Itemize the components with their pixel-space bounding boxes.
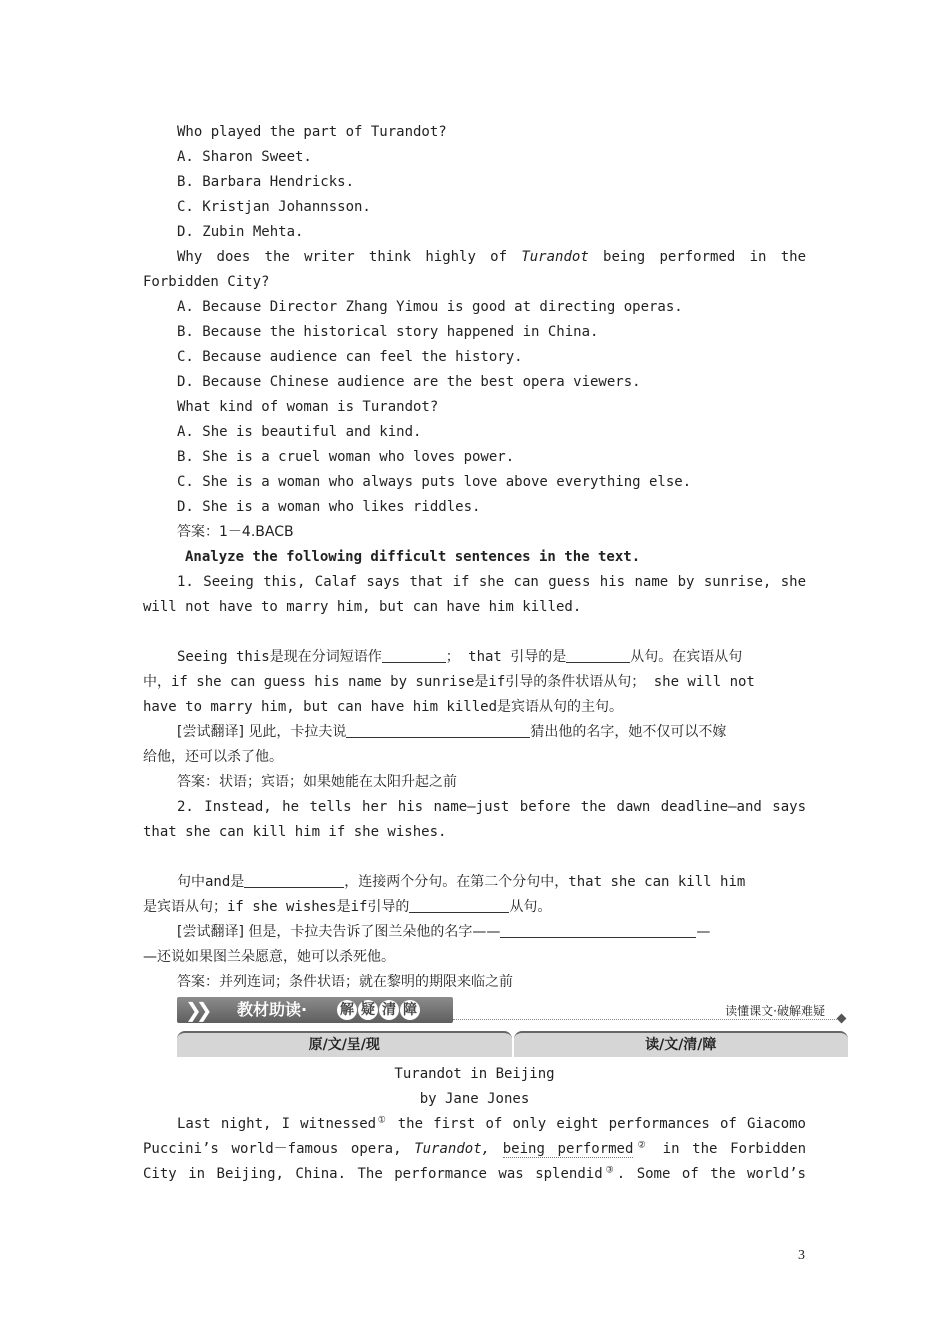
page-content <box>143 120 825 1187</box>
answer-blank[interactable] <box>566 646 630 663</box>
sentence-2-explanation-2 <box>143 895 806 920</box>
banner-char: 解 <box>337 1000 357 1020</box>
sentence-1-explanation-3: have to marry him, but can have him killed是宾语从句的主句。 <box>143 699 624 715</box>
question-1-option-d: D. Zubin Mehta. <box>177 224 304 240</box>
article-line-2 <box>143 1137 806 1162</box>
banner-subtitle <box>337 1000 421 1020</box>
sentence-2-translation-2: —还说如果图兰朵愿意，她可以杀死他。 <box>143 949 395 965</box>
double-chevron-icon: ❯❯ <box>185 998 207 1022</box>
footnote-1: ① <box>376 1115 388 1126</box>
question-2-option-a: A. Because Director Zhang Yimou is good at directing operas. <box>177 299 683 315</box>
s2-trans-a: [尝试翻译] 但是，卡拉夫告诉了图兰朵他的名字—— <box>177 924 501 940</box>
tab-original-text[interactable]: 原/文/呈/现 <box>177 1031 512 1057</box>
s1-exp1-c: 从句。在宾语从句 <box>630 649 743 665</box>
questions-answer: 答案：1－4.BACB <box>177 524 294 540</box>
s2-trans-b: — <box>696 924 711 940</box>
q2-stem-suffix: being performed in the <box>603 249 806 265</box>
s2-exp2-b: 从句。 <box>509 899 552 915</box>
sentence-2-answer: 答案：并列连词；条件状语；就在黎明的期限来临之前 <box>177 974 513 990</box>
question-3-option-c: C. She is a woman who always puts love above everything else. <box>177 474 692 490</box>
banner-dotted-rule <box>453 1019 837 1020</box>
question-2-option-b: B. Because the historical story happened in China. <box>177 324 599 340</box>
question-1-stem: Who played the part of Turandot? <box>177 124 447 140</box>
q2-stem-prefix: Why does the writer think highly of <box>177 249 508 265</box>
question-2-stem-line2: Forbidden City? <box>143 274 270 290</box>
question-1-option-c: C. Kristjan Johannsson. <box>177 199 371 215</box>
article-line-1 <box>143 1112 806 1137</box>
column-tabs <box>177 1031 848 1057</box>
answer-blank[interactable] <box>500 921 696 938</box>
s1-trans-b: 猜出他的名字，她不仅可以不嫁 <box>530 724 727 740</box>
spacer <box>143 845 806 870</box>
sentence-1-explanation-1 <box>143 645 806 670</box>
answer-blank[interactable] <box>346 721 530 738</box>
banner-char: 疑 <box>358 1000 378 1020</box>
sentence-2-translation <box>143 920 806 945</box>
s1-exp1-a: Seeing this是现在分词短语作 <box>177 649 382 665</box>
page-number: 3 <box>798 1248 805 1263</box>
p2-italic: Turandot, <box>414 1141 491 1157</box>
answer-blank[interactable] <box>382 646 446 663</box>
banner-right-text: 读懂课文·破解难疑 <box>725 1004 825 1018</box>
question-2-stem <box>143 245 806 270</box>
article-line-3 <box>143 1162 806 1187</box>
question-1-option-a: A. Sharon Sweet. <box>177 149 312 165</box>
sentence-2-explanation-1 <box>143 870 806 895</box>
p1-a: Last night, I witnessed <box>177 1116 377 1132</box>
banner-char: 障 <box>400 1000 420 1020</box>
question-3-stem: What kind of woman is Turandot? <box>177 399 439 415</box>
section-banner <box>177 997 847 1025</box>
s2-exp2-a: 是宾语从句；if she wishes是if引导的 <box>143 899 410 915</box>
sentence-2-line1: 2. Instead, he tells her his name—just before the dawn deadline—and says <box>177 799 806 815</box>
footnote-3: ③ <box>602 1165 617 1176</box>
question-3-option-a: A. She is beautiful and kind. <box>177 424 422 440</box>
analysis-heading: Analyze the following difficult sentences in the text. <box>185 549 641 565</box>
p2-dotted: being performed <box>502 1141 634 1157</box>
sentence-1-line1: 1. Seeing this, Calaf says that if she can guess his name by sunrise, she <box>177 574 806 590</box>
sentence-1-translation-2: 给他，还可以杀了他。 <box>143 749 283 765</box>
banner-title: 教材助读· <box>237 1000 308 1019</box>
s2-exp1-a: 句中and是 <box>177 874 245 890</box>
p2-a: Puccini’s world－famous opera, <box>143 1141 402 1157</box>
diamond-icon <box>837 1014 847 1024</box>
s2-exp1-b: ，连接两个分句。在第二个分句中，that she can kill him <box>344 874 746 890</box>
sentence-1-translation <box>143 720 806 745</box>
banner-char: 清 <box>379 1000 399 1020</box>
spacer <box>143 620 806 645</box>
sentence-1-answer: 答案：状语；宾语；如果她能在太阳升起之前 <box>177 774 457 790</box>
question-2-option-d: D. Because Chinese audience are the best opera viewers. <box>177 374 641 390</box>
tab-reading-notes[interactable]: 读/文/清/障 <box>514 1031 849 1057</box>
article-title: Turandot in Beijing <box>394 1066 555 1082</box>
sentence-1-explanation-2: 中，if she can guess his name by sunrise是if引导的条件状语从句； she will not <box>143 674 755 690</box>
answer-blank[interactable] <box>409 896 509 913</box>
question-3-option-d: D. She is a woman who likes riddles. <box>177 499 481 515</box>
s1-trans-a: [尝试翻译] 见此，卡拉夫说 <box>177 724 347 740</box>
sentence-1-line2: will not have to marry him, but can have him killed. <box>143 599 582 615</box>
sentence-2-line2: that she can kill him if she wishes. <box>143 824 447 840</box>
question-1-option-b: B. Barbara Hendricks. <box>177 174 355 190</box>
answer-blank[interactable] <box>244 871 344 888</box>
p3-a: City in Beijing, China. The performance was splendid <box>143 1166 603 1182</box>
p2-b: in the Forbidden <box>649 1141 806 1157</box>
p1-b: the first of only eight performances of Giacomo <box>387 1116 806 1132</box>
question-2-option-c: C. Because audience can feel the history. <box>177 349 523 365</box>
p3-b: . Some of the world’s <box>616 1166 806 1182</box>
question-3-option-b: B. She is a cruel woman who loves power. <box>177 449 515 465</box>
article-byline: by Jane Jones <box>419 1091 530 1107</box>
q2-stem-italic: Turandot <box>521 249 589 265</box>
footnote-2: ② <box>633 1140 650 1151</box>
s1-exp1-b: ； that 引导的是 <box>445 649 567 665</box>
